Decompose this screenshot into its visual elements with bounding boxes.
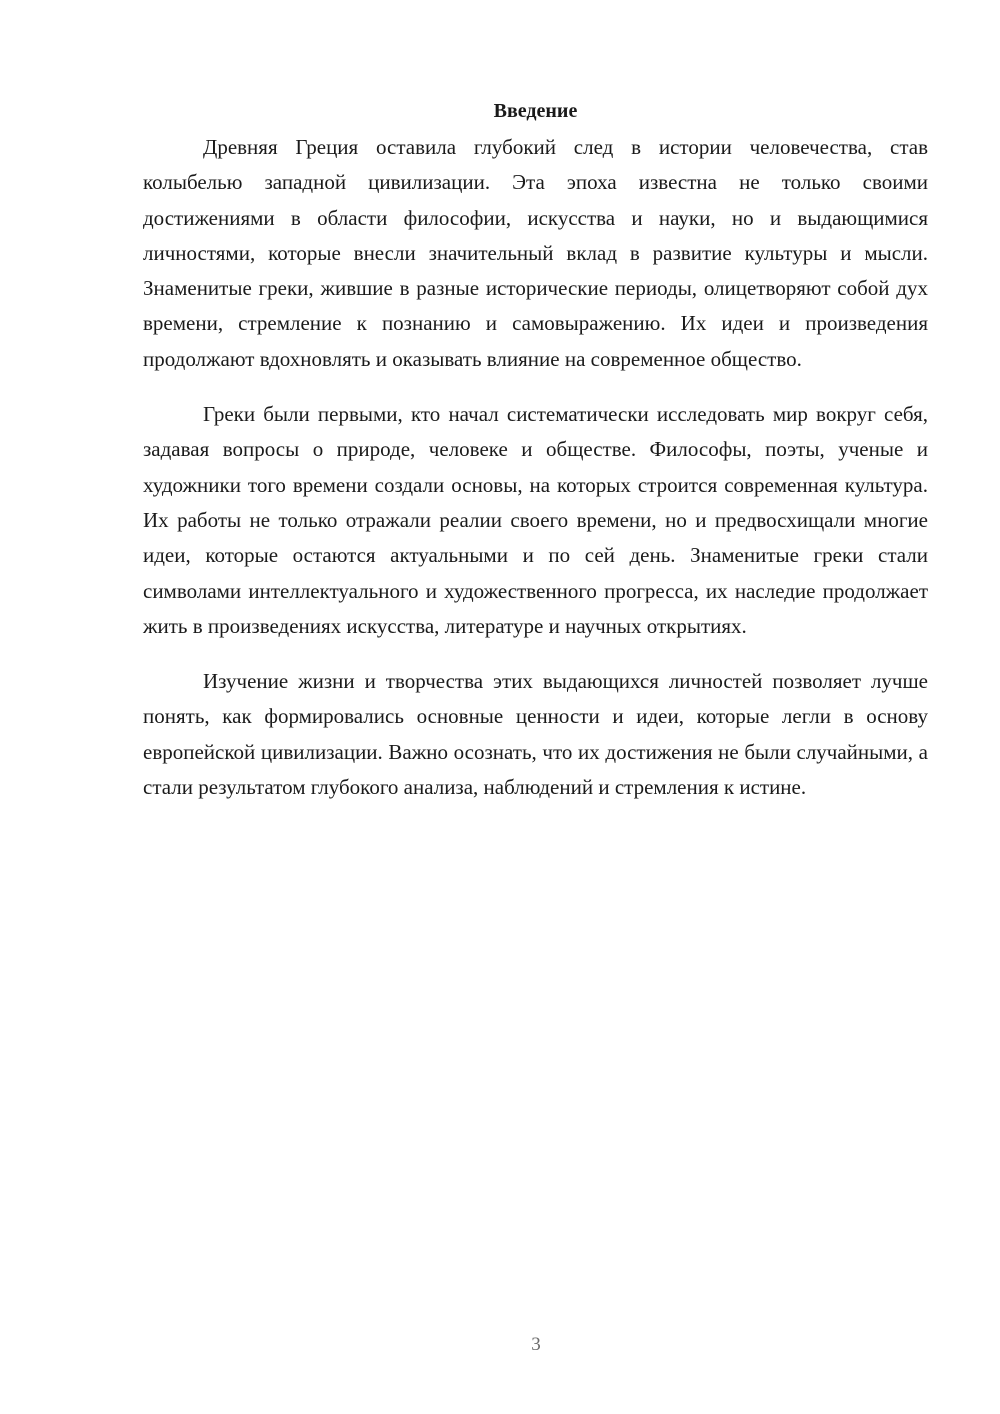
paragraph-2: Греки были первыми, кто начал систематически исследовать мир вокруг себя, задавая вопросы о природе, человеке и обществе. Философы, поэты, ученые и художники того времени создали основы, на которых строится современная культура. Их работы не только отражали реалии своего времени, но и предвосхищали многие идеи, которые остаются актуальными и по сей день. Знаменитые греки стали символами интеллектуального и художественного прогресса, их наследие продолжает жить в произведениях искусства, литературе и научных открытиях. xyxy=(143,402,928,638)
page-content xyxy=(143,96,928,825)
page-title: Введение xyxy=(493,100,578,122)
paragraph-3: Изучение жизни и творчества этих выдающихся личностей позволяет лучше понять, как формировались основные ценности и идеи, которые легли в основу европейской цивилизации. Важно осознать, что их достижения не были случайными, а стали результатом глубокого анализа, наблюдений и стремления к истине. xyxy=(143,669,928,800)
paragraph-1: Древняя Греция оставила глубокий след в истории человечества, став колыбелью западной цивилизации. Эта эпоха известна не только своими достижениями в области философии, искусства и науки, но и выдающимися личностями, которые внесли значительный вклад в развитие культуры и мысли. Знаменитые греки, жившие в разные исторические периоды, олицетворяют собой дух времени, стремление к познанию и самовыражению. Их идеи и произведения продолжают вдохновлять и оказывать влияние на современное общество. xyxy=(143,135,928,371)
page-number: 3 xyxy=(531,1334,541,1355)
